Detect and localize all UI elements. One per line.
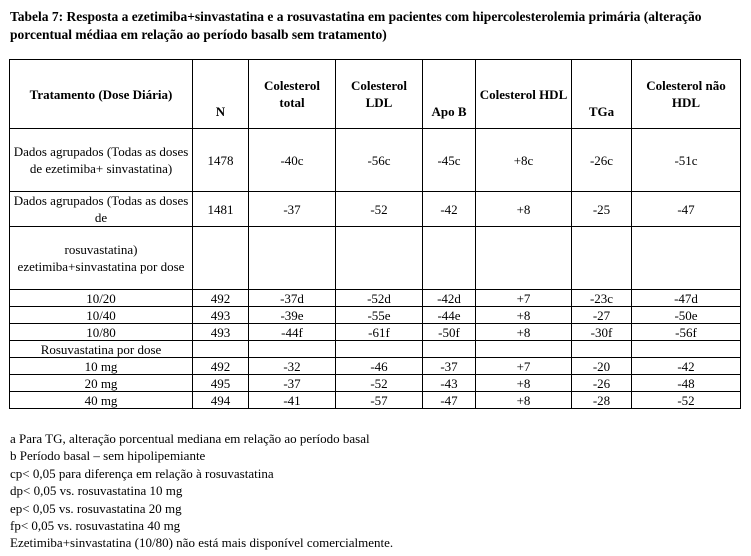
table-row — [10, 129, 741, 192]
cell-total: -37 — [249, 192, 336, 227]
header-hdl-cholesterol: Colesterol HDL — [476, 60, 572, 129]
table-row — [10, 324, 741, 341]
results-table — [9, 59, 741, 409]
cell-apob — [423, 341, 476, 358]
table-row — [10, 341, 741, 358]
header-apo-b: Apo B — [423, 60, 476, 129]
cell-apob: -43 — [423, 375, 476, 392]
cell-non-hdl: -47d — [632, 290, 741, 307]
cell-tg — [572, 341, 632, 358]
footnote-f: fp< 0,05 vs. rosuvastatina 40 mg — [10, 518, 181, 534]
cell-n: 1481 — [193, 192, 249, 227]
cell-apob: -50f — [423, 324, 476, 341]
row-label: Rosuvastatina por dose — [10, 341, 193, 358]
cell-non-hdl: -42 — [632, 358, 741, 375]
cell-ldl: -52d — [336, 290, 423, 307]
cell-apob: -45c — [423, 129, 476, 192]
cell-hdl: +8 — [476, 392, 572, 409]
cell-tg: -30f — [572, 324, 632, 341]
header-n: N — [193, 60, 249, 129]
cell-non-hdl: -50e — [632, 307, 741, 324]
table-row — [10, 192, 741, 227]
cell-tg: -26 — [572, 375, 632, 392]
row-label: 10 mg — [10, 358, 193, 375]
table-caption: Tabela 7: Resposta a ezetimiba+sinvastatina e a rosuvastatina em pacientes com hipercolesterolemia primária (alteração porcentual médiaa em relação ao período basalb sem tratamento) — [10, 9, 702, 42]
cell-ldl: -52 — [336, 375, 423, 392]
cell-hdl: +7 — [476, 290, 572, 307]
cell-ldl: -46 — [336, 358, 423, 375]
cell-apob: -42 — [423, 192, 476, 227]
cell-ldl — [336, 227, 423, 290]
header-treatment: Tratamento (Dose Diária) — [10, 60, 193, 129]
cell-hdl — [476, 227, 572, 290]
header-total-cholesterol: Colesterol total — [249, 60, 336, 129]
row-label: 40 mg — [10, 392, 193, 409]
table-row — [10, 358, 741, 375]
cell-total: -37d — [249, 290, 336, 307]
cell-tg: -20 — [572, 358, 632, 375]
cell-total — [249, 341, 336, 358]
cell-hdl: +8 — [476, 375, 572, 392]
cell-apob: -47 — [423, 392, 476, 409]
row-label: 10/20 — [10, 290, 193, 307]
cell-total: -39e — [249, 307, 336, 324]
cell-non-hdl: -52 — [632, 392, 741, 409]
footnote-c: cp< 0,05 para diferença em relação à rosuvastatina — [10, 465, 274, 481]
header-row — [10, 60, 741, 129]
cell-n: 493 — [193, 324, 249, 341]
cell-apob: -37 — [423, 358, 476, 375]
cell-n: 492 — [193, 358, 249, 375]
footnote-d: dp< 0,05 vs. rosuvastatina 10 mg — [10, 483, 183, 499]
cell-ldl: -52 — [336, 192, 423, 227]
cell-total: -41 — [249, 392, 336, 409]
cell-total: -37 — [249, 375, 336, 392]
cell-ldl: -57 — [336, 392, 423, 409]
cell-total: -44f — [249, 324, 336, 341]
row-label: 10/40 — [10, 307, 193, 324]
footnotes — [10, 430, 745, 552]
cell-n — [193, 341, 249, 358]
footnote-a: a Para TG, alteração porcentual mediana em relação ao período basal — [10, 431, 370, 446]
cell-tg — [572, 227, 632, 290]
cell-tg: -23c — [572, 290, 632, 307]
cell-tg: -28 — [572, 392, 632, 409]
cell-ldl — [336, 341, 423, 358]
row-label: 10/80 — [10, 324, 193, 341]
footnote-e: ep< 0,05 vs. rosuvastatina 20 mg — [10, 500, 182, 516]
cell-hdl — [476, 341, 572, 358]
cell-tg: -25 — [572, 192, 632, 227]
cell-non-hdl — [632, 227, 741, 290]
footnote-availability: Ezetimiba+sinvastatina (10/80) não está mais disponível comercialmente. — [10, 535, 394, 551]
cell-non-hdl — [632, 341, 741, 358]
cell-ldl: -55e — [336, 307, 423, 324]
row-label: 20 mg — [10, 375, 193, 392]
cell-total: -40c — [249, 129, 336, 192]
table-row — [10, 290, 741, 307]
table-row — [10, 392, 741, 409]
cell-n: 1478 — [193, 129, 249, 192]
row-label: Dados agrupados (Todas as doses de — [10, 192, 193, 227]
cell-non-hdl: -47 — [632, 192, 741, 227]
table-row — [10, 375, 741, 392]
cell-hdl: +8 — [476, 192, 572, 227]
cell-tg: -27 — [572, 307, 632, 324]
cell-tg: -26c — [572, 129, 632, 192]
table-row — [10, 307, 741, 324]
cell-n: 494 — [193, 392, 249, 409]
cell-hdl: +7 — [476, 358, 572, 375]
header-ldl-cholesterol: Colesterol LDL — [336, 60, 423, 129]
cell-hdl: +8c — [476, 129, 572, 192]
cell-non-hdl: -48 — [632, 375, 741, 392]
row-label: Dados agrupados (Todas as doses de ezetimiba+ sinvastatina) — [10, 129, 193, 192]
cell-total: -32 — [249, 358, 336, 375]
row-label: rosuvastatina) ezetimiba+sinvastatina por dose — [10, 227, 193, 290]
header-tg: TGa — [572, 60, 632, 129]
cell-apob — [423, 227, 476, 290]
cell-hdl: +8 — [476, 324, 572, 341]
cell-n: 493 — [193, 307, 249, 324]
cell-non-hdl: -56f — [632, 324, 741, 341]
cell-apob: -42d — [423, 290, 476, 307]
cell-hdl: +8 — [476, 307, 572, 324]
cell-n: 495 — [193, 375, 249, 392]
cell-ldl: -61f — [336, 324, 423, 341]
cell-apob: -44e — [423, 307, 476, 324]
cell-non-hdl: -51c — [632, 129, 741, 192]
table-row — [10, 227, 741, 290]
header-non-hdl-cholesterol: Colesterol não HDL — [632, 60, 741, 129]
cell-ldl: -56c — [336, 129, 423, 192]
footnote-b: b Período basal – sem hipolipemiante — [10, 448, 206, 464]
cell-n: 492 — [193, 290, 249, 307]
cell-total — [249, 227, 336, 290]
cell-n — [193, 227, 249, 290]
